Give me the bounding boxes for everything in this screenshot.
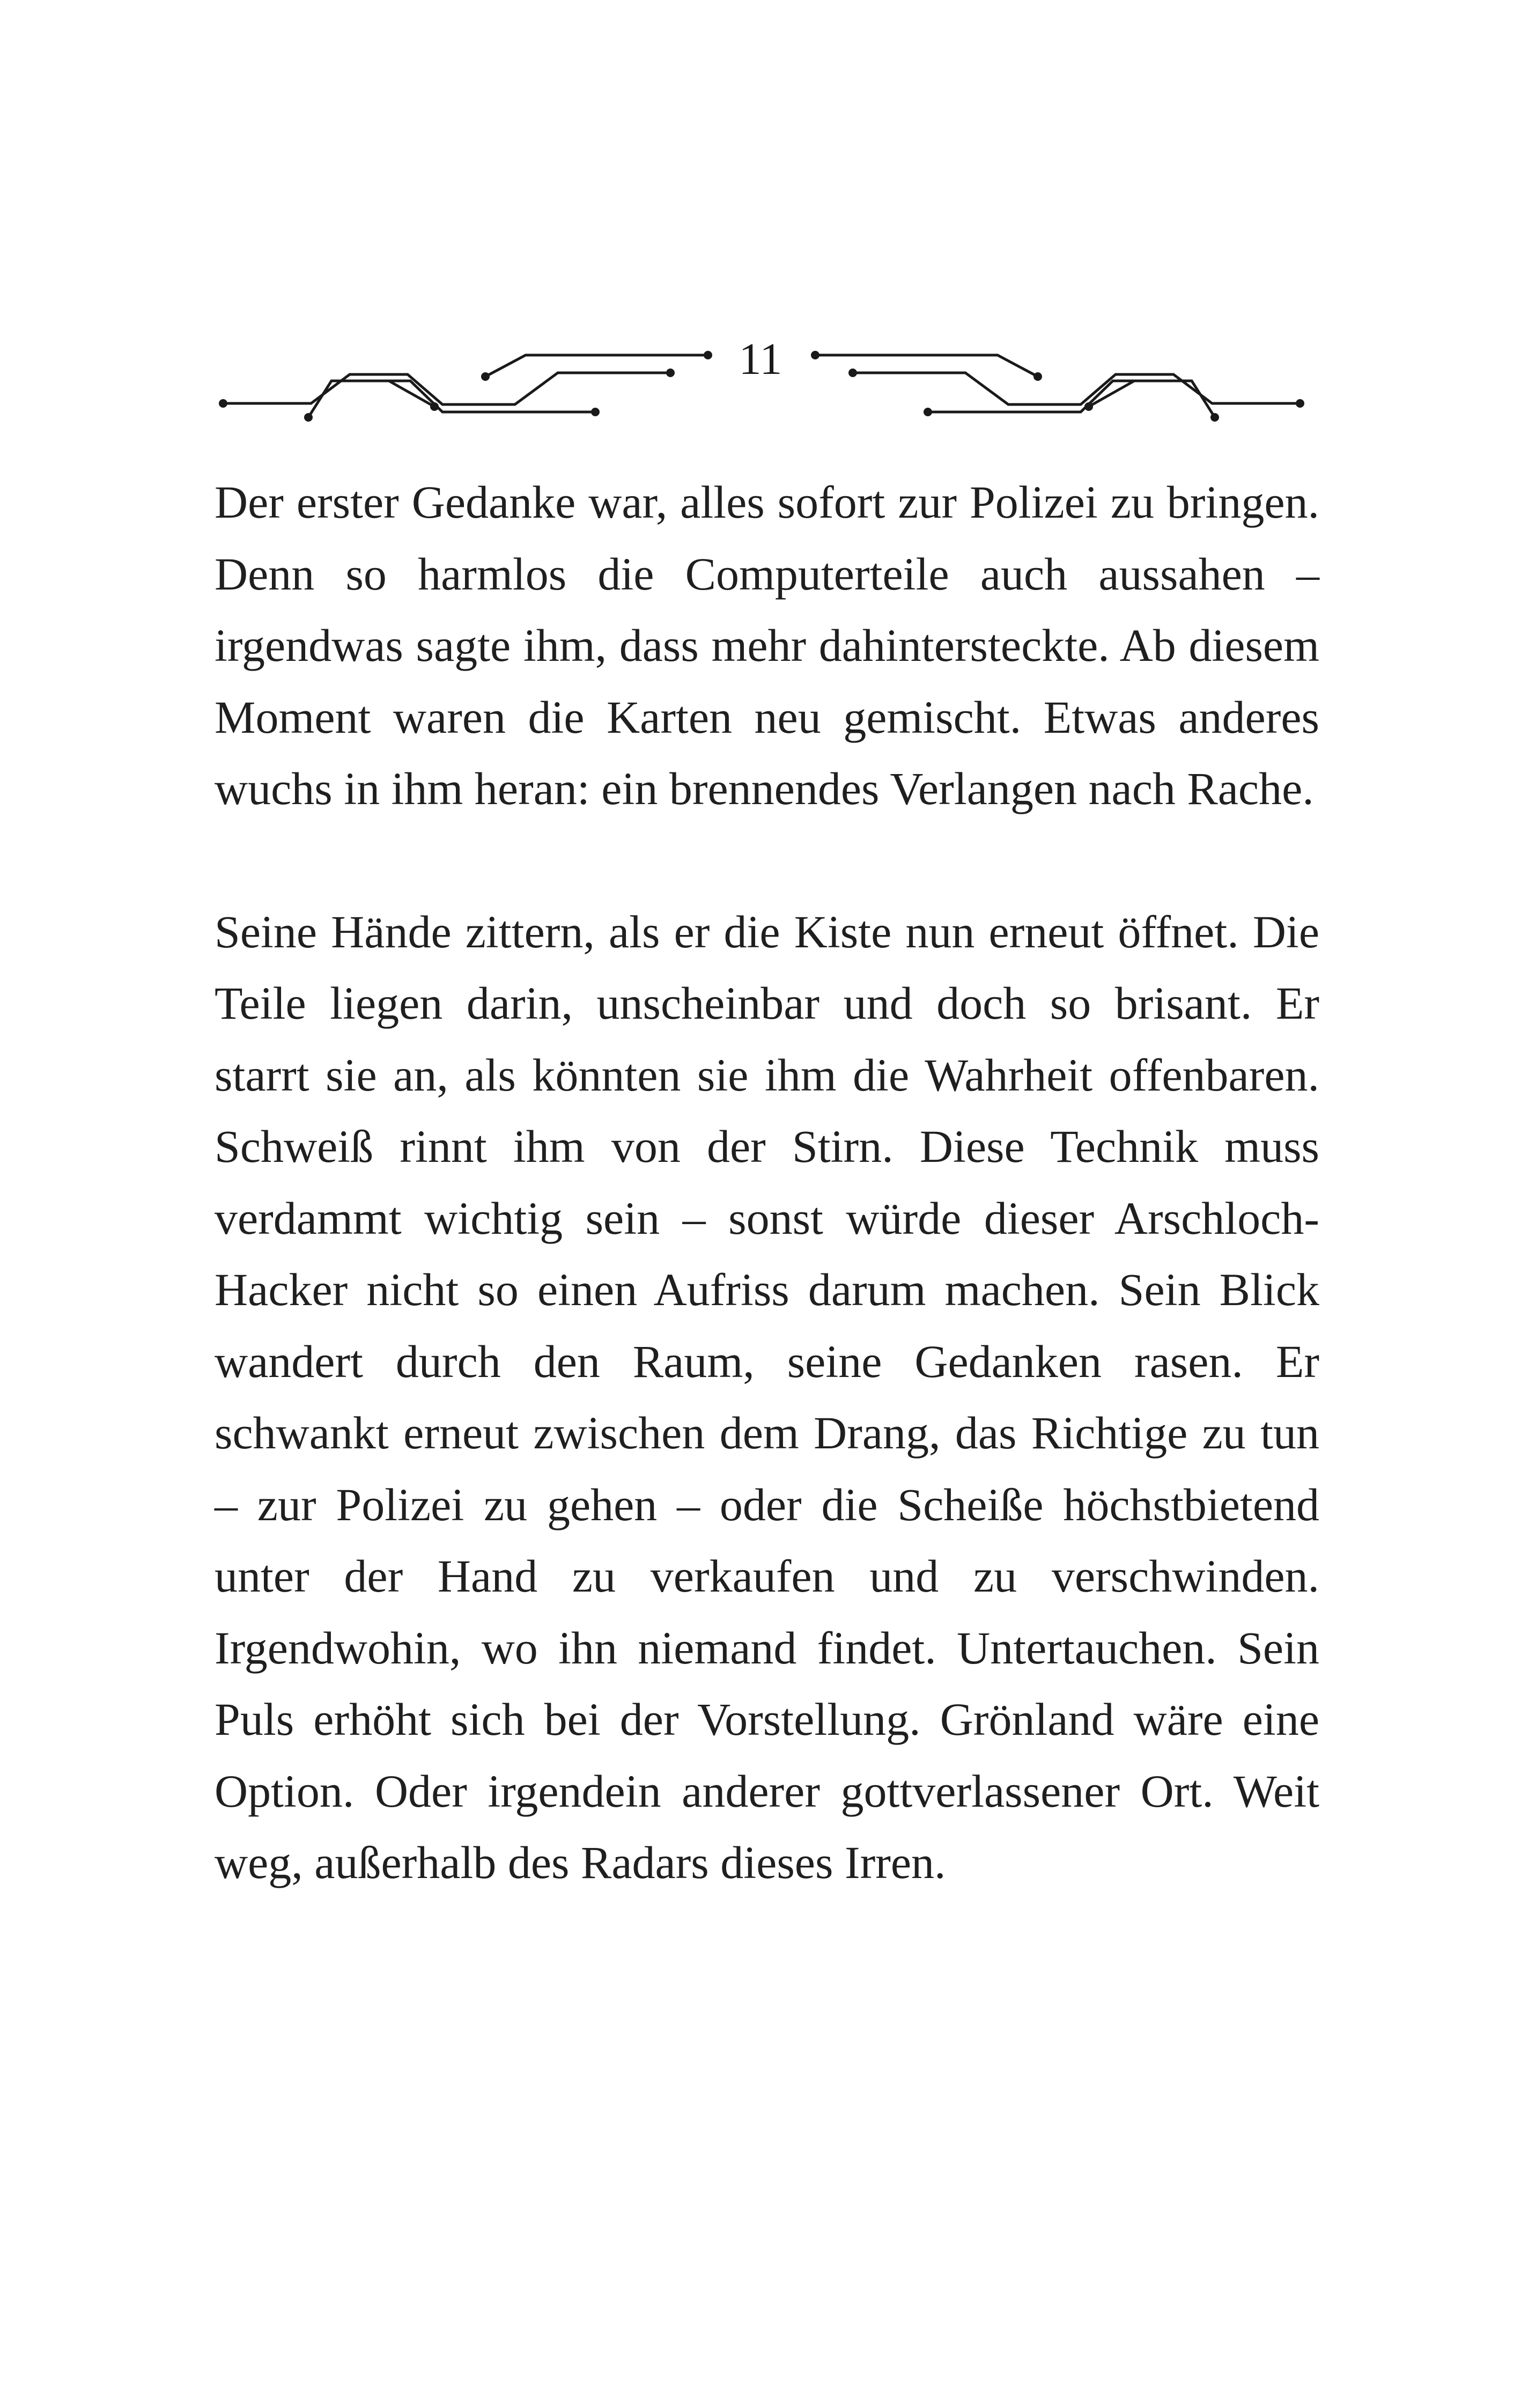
ornament-right [811,351,1304,422]
page-number: 11 [739,334,782,384]
paragraph-1: Der erster Gedanke war, alles sofort zur Polizei zu bringen. Denn so harmlos die Computerteile auch aussahen – irgendwas sagte ihm, dass mehr dahintersteckte. Ab diesem Moment waren die Karten neu gemischt. Etwas anderes wuchs in ihm heran: ein brennendes Verlangen nach Rache. [215,476,1319,814]
ornament-left [219,351,712,422]
paragraph-2: Seine Hände zittern, als er die Kiste nun erneut öffnet. Die Teile liegen darin, unscheinbar und doch so brisant. Er starrt sie an, als könnten sie ihm die Wahrheit offenbaren. Schweiß rinnt ihm von der Stirn. Diese Technik muss verdammt wichtig sein – sonst würde dieser Arschloch-Hacker nicht so einen Aufriss darum machen. Sein Blick wandert durch den Raum, seine Gedanken rasen. Er schwankt erneut zwischen dem Drang, das Richtige zu tun – zur Polizei zu gehen – oder die Scheiße höchstbietend unter der Hand zu verkaufen und zu verschwinden. Irgendwohin, wo ihn niemand findet. Untertauchen. Sein Puls erhöht sich bei der Vorstellung. Grönland wäre eine Option. Oder irgendein anderer gottverlassener Ort. Weit weg, außerhalb des Radars dieses Irren. [215,905,1319,1888]
chapter-body [215,467,1319,1899]
